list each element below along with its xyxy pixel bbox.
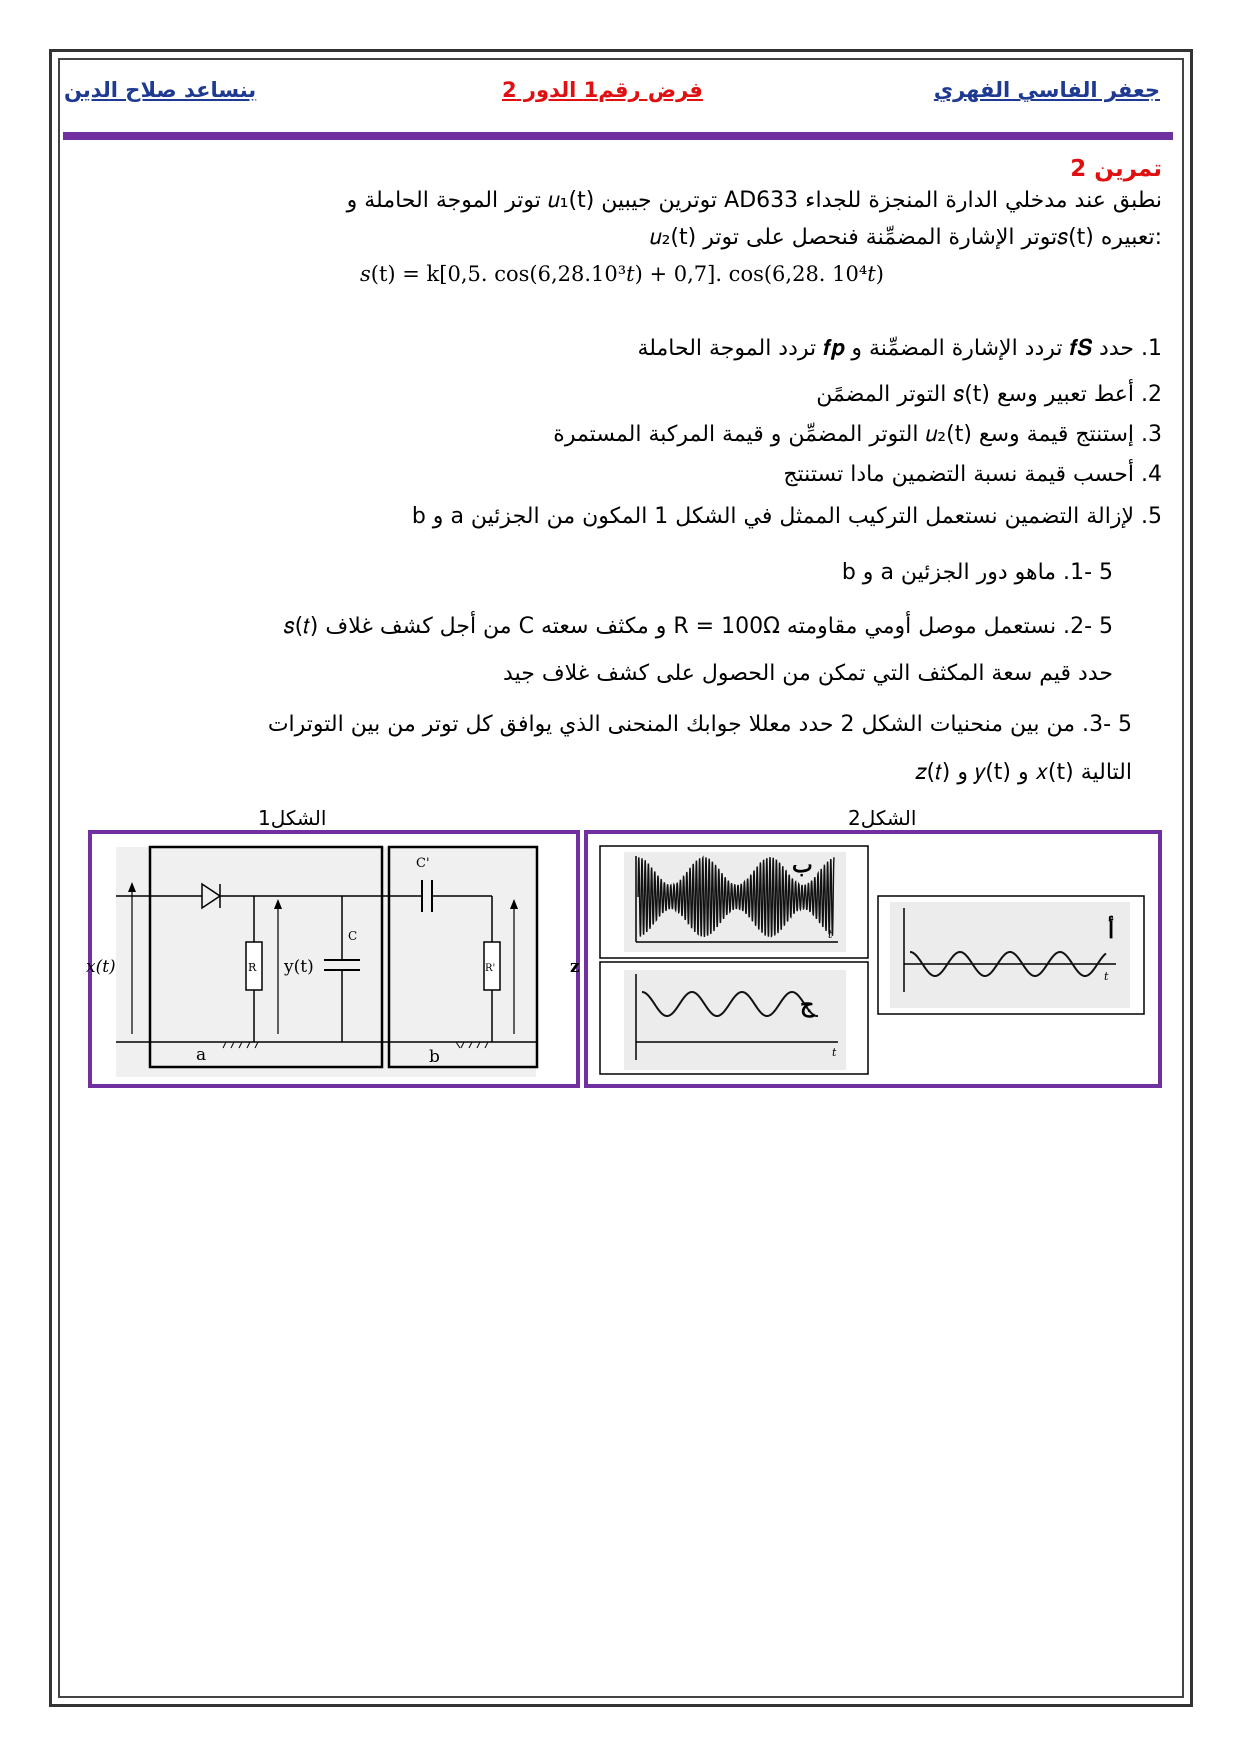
capacitor-c-label: C — [348, 929, 358, 943]
modulated-signal-equation: 𝑠(t) = k[0,5. cos(6,28.10³𝑡) + 0,7]. cos(6,28. 10⁴𝑡) — [360, 262, 884, 286]
question-3: 3. إستنتج قيمة وسع 𝑢₂(t) التوتر المضمِّن و قيمة المركبة المستمرة — [553, 422, 1162, 447]
intro-line-1: نطبق عند مدخلي الدارة المنجزة للجداء AD633 توترين جيبين 𝑢₁(t) توتر الموجة الحاملة و — [346, 188, 1162, 213]
figure-1-box — [88, 830, 580, 1088]
question-1: 1. حدد 𝒇𝑺 تردد الإشارة المضمِّنة و 𝒇𝒑 تردد الموجة الحاملة — [637, 336, 1162, 361]
oscillograms — [588, 834, 1158, 1084]
question-2: 2. أعط تعبير وسع 𝑠(t) التوتر المضمًن — [816, 382, 1162, 407]
part-a-label: a — [196, 1045, 207, 1065]
curve-b-label: ب — [792, 852, 813, 878]
figure-2-box — [584, 830, 1162, 1088]
curve-a-t-axis: t — [1104, 970, 1109, 983]
demodulator-circuit — [86, 834, 580, 1084]
resistor-r-label: R — [248, 961, 257, 974]
figure-2-caption: الشكل2 — [848, 806, 917, 830]
header-test-title: فرض رقم1 الدور 2 — [502, 78, 703, 102]
voltage-x-label: 𝑥(t) — [86, 957, 116, 977]
part-b-label: b — [429, 1047, 440, 1067]
header-divider — [63, 132, 1173, 140]
sub-question-5-3: 5 -3. من بين منحنيات الشكل 2 حدد معللا جوابك المنحنى الذي يوافق كل توتر من بين التوترات — [267, 712, 1132, 737]
intro-line-2: 𝑢₂(t) توتر الإشارة المضمِّنة فنحصل على توتر𝑠(t) تعبيره: — [649, 225, 1162, 250]
sub-question-5-2-cont: حدد قيم سعة المكثف التي تمكن من الحصول على كشف غلاف جيد — [503, 661, 1113, 686]
sub-question-5-2: 5 -2. نستعمل موصل أومي مقاومته R = 100Ω و مكثف سعته C من أجل كشف غلاف 𝑠(𝑡) — [283, 614, 1113, 639]
header-school: جعفر الفاسي الفهري — [933, 78, 1160, 102]
voltage-y-label: y(t) — [284, 957, 314, 977]
curve-a-label: أ — [1108, 918, 1115, 944]
curve-j-label: ج — [800, 992, 815, 1018]
voltage-z-label: z — [570, 957, 580, 977]
question-4: 4. أحسب قيمة نسبة التضمين مادا تستنتج — [783, 462, 1162, 487]
sub-question-5-1: 5 -1. ماهو دور الجزئين a و b — [841, 560, 1113, 585]
header-author-left: بنساعد صلاح الدين — [64, 78, 257, 102]
question-5: 5. لإزالة التضمين نستعمل التركيب الممثل في الشكل 1 المكون من الجزئين a و b — [411, 504, 1162, 529]
figure-1-caption: الشكل1 — [258, 806, 327, 830]
exercise-title: تمرين 2 — [1070, 156, 1162, 182]
resistor-rp-label: R' — [485, 963, 496, 974]
curve-b-t-axis: t — [828, 928, 833, 941]
curve-j-t-axis: t — [832, 1046, 837, 1059]
capacitor-cp-label: C' — [416, 856, 430, 871]
sub-question-5-3-cont: التالية 𝑥(t) و 𝑦(t) و 𝑧(𝑡) — [915, 760, 1132, 785]
